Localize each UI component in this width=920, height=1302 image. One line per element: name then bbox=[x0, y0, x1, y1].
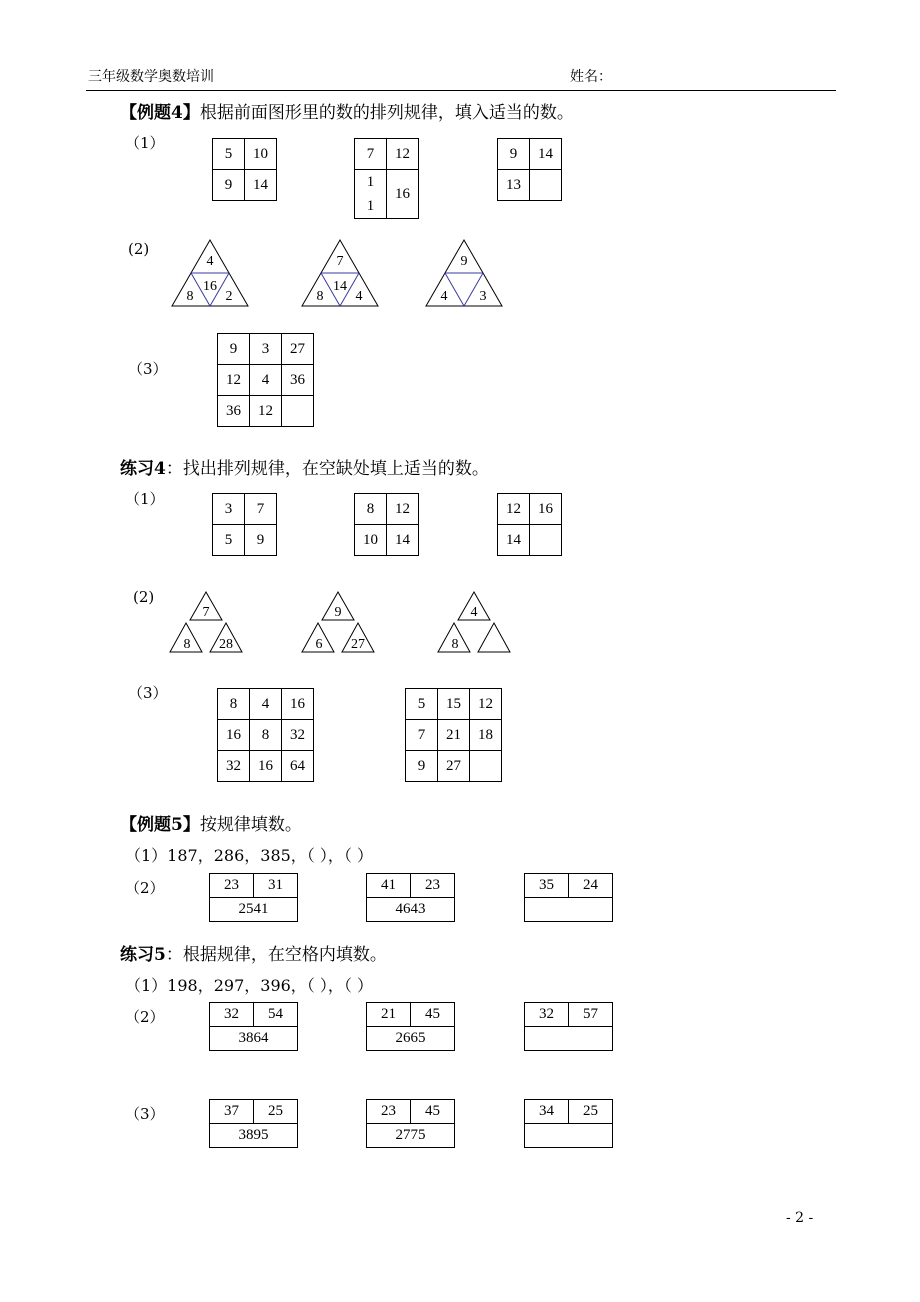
pr5-box-4 bbox=[209, 1099, 298, 1148]
triangle-top-number: 4 bbox=[206, 254, 214, 269]
ex4-triangle-1 bbox=[170, 238, 250, 308]
grid-cell: 9 bbox=[213, 170, 245, 201]
grid-cell: 27 bbox=[282, 334, 314, 365]
grid-cell: 7 bbox=[355, 139, 387, 170]
grid-cell: 5 bbox=[213, 139, 245, 170]
ex4-grid-2 bbox=[354, 138, 419, 219]
grid-cell: 4 bbox=[250, 689, 282, 720]
triangle-right-number: 4 bbox=[355, 289, 363, 304]
grid-cell: 5 bbox=[406, 689, 438, 720]
grid-cell: 8 bbox=[250, 720, 282, 751]
page-number: - 2 - bbox=[786, 1210, 814, 1226]
ex4-part2-label: (2) bbox=[128, 240, 150, 258]
ex4-grid-1 bbox=[212, 138, 277, 201]
ex4-grid-3 bbox=[497, 138, 562, 201]
triangle-left-number: 8 bbox=[186, 289, 194, 304]
grid-cell: 9 bbox=[406, 751, 438, 782]
pr5-part2-label: （2） bbox=[125, 1008, 165, 1026]
grid-cell: 18 bbox=[470, 720, 502, 751]
pr4-triangle-group-2 bbox=[300, 590, 380, 656]
box-top-right: 31 bbox=[254, 874, 298, 898]
ex4-triangle-3 bbox=[424, 238, 504, 308]
grid-cell bbox=[530, 170, 562, 201]
header-name-field: 姓名： bbox=[570, 69, 612, 85]
grid-cell: 14 bbox=[245, 170, 277, 201]
pr4-part2-label: (2) bbox=[133, 588, 155, 606]
triangle-right-number: 28 bbox=[219, 637, 233, 652]
box-result: 4643 bbox=[367, 898, 455, 922]
box-top-left: 34 bbox=[525, 1100, 569, 1124]
triangle-top-number: 9 bbox=[334, 605, 342, 620]
pr4-grid-1 bbox=[212, 493, 277, 556]
box-top-right: 25 bbox=[569, 1100, 613, 1124]
grid-cell: 32 bbox=[218, 751, 250, 782]
grid-cell: 16 bbox=[282, 689, 314, 720]
practice-5-title: 练习5：根据规律，在空格内填数。 bbox=[120, 945, 387, 965]
grid-cell bbox=[470, 751, 502, 782]
grid-cell: 15 bbox=[438, 689, 470, 720]
grid-cell: 12 bbox=[387, 494, 419, 525]
pr5-box-2 bbox=[366, 1002, 455, 1051]
box-top-right: 24 bbox=[569, 874, 613, 898]
grid-cell: 10 bbox=[355, 525, 387, 556]
box-top-left: 23 bbox=[210, 874, 254, 898]
pr4-grid-3x3-b bbox=[405, 688, 502, 782]
practice-4-title: 练习4：找出排列规律，在空缺处填上适当的数。 bbox=[120, 459, 489, 479]
grid-cell: 12 bbox=[218, 365, 250, 396]
box-top-right: 23 bbox=[411, 874, 455, 898]
box-top-right: 54 bbox=[254, 1003, 298, 1027]
pr4-grid-3 bbox=[497, 493, 562, 556]
grid-cell: 5 bbox=[213, 525, 245, 556]
triangle-left-number: 4 bbox=[440, 289, 448, 304]
box-result: 3895 bbox=[210, 1124, 298, 1148]
pr5-box-6 bbox=[524, 1099, 613, 1148]
grid-cell: 16 bbox=[218, 720, 250, 751]
pr5-box-1 bbox=[209, 1002, 298, 1051]
triangle-left-number: 8 bbox=[183, 637, 191, 652]
grid-cell: 8 bbox=[355, 494, 387, 525]
grid-cell: 14 bbox=[530, 139, 562, 170]
grid-cell: 16 bbox=[387, 170, 419, 219]
grid-cell: 21 bbox=[438, 720, 470, 751]
pr5-box-3 bbox=[524, 1002, 613, 1051]
grid-cell: 36 bbox=[218, 396, 250, 427]
triangle-top-number: 9 bbox=[460, 254, 468, 269]
grid-cell: 12 bbox=[387, 139, 419, 170]
grid-cell: 10 bbox=[245, 139, 277, 170]
grid-cell: 8 bbox=[218, 689, 250, 720]
box-top-left: 23 bbox=[367, 1100, 411, 1124]
grid-cell: 14 bbox=[387, 525, 419, 556]
grid-cell: 9 bbox=[218, 334, 250, 365]
triangle-right-number: 2 bbox=[225, 289, 233, 304]
grid-cell: 7 bbox=[245, 494, 277, 525]
box-result: 2541 bbox=[210, 898, 298, 922]
box-top-left: 37 bbox=[210, 1100, 254, 1124]
triangle-top-number: 4 bbox=[470, 605, 478, 620]
triangle-left-number: 6 bbox=[315, 637, 323, 652]
pr4-grid-3x3-a bbox=[217, 688, 314, 782]
box-result: 3864 bbox=[210, 1027, 298, 1051]
ex4-triangle-2 bbox=[300, 238, 380, 308]
ex4-part3-label: （3） bbox=[128, 360, 168, 378]
box-result: 2665 bbox=[367, 1027, 455, 1051]
box-top-right: 45 bbox=[411, 1003, 455, 1027]
grid-cell: 13 bbox=[498, 170, 530, 201]
grid-cell bbox=[530, 525, 562, 556]
box-top-left: 41 bbox=[367, 874, 411, 898]
box-result bbox=[525, 898, 613, 922]
ex5-box-3 bbox=[524, 873, 613, 922]
pr4-part3-label: （3） bbox=[128, 684, 168, 702]
grid-cell: 9 bbox=[498, 139, 530, 170]
box-result bbox=[525, 1124, 613, 1148]
triangle-center-number: 14 bbox=[333, 279, 347, 294]
grid-cell: 1 1 bbox=[355, 170, 387, 219]
pr4-grid-2 bbox=[354, 493, 419, 556]
grid-cell: 27 bbox=[438, 751, 470, 782]
grid-cell: 12 bbox=[470, 689, 502, 720]
box-top-left: 21 bbox=[367, 1003, 411, 1027]
example-5-title: 【例题5】按规律填数。 bbox=[120, 815, 302, 835]
pr4-part1-label: （1） bbox=[125, 490, 165, 508]
triangle-center-number: 16 bbox=[203, 279, 217, 294]
triangle-right-number: 3 bbox=[479, 289, 487, 304]
ex4-grid-3x3 bbox=[217, 333, 314, 427]
triangle-left-number: 8 bbox=[451, 637, 459, 652]
ex5-part2-label: （2） bbox=[125, 879, 165, 897]
header-rule bbox=[86, 90, 836, 91]
pr5-box-5 bbox=[366, 1099, 455, 1148]
box-top-left: 32 bbox=[525, 1003, 569, 1027]
pr5-part3-label: （3） bbox=[125, 1105, 165, 1123]
grid-cell: 14 bbox=[498, 525, 530, 556]
grid-cell: 9 bbox=[245, 525, 277, 556]
triangle-right-number: 27 bbox=[351, 637, 365, 652]
box-top-right: 57 bbox=[569, 1003, 613, 1027]
grid-cell: 3 bbox=[250, 334, 282, 365]
box-result bbox=[525, 1027, 613, 1051]
grid-cell: 4 bbox=[250, 365, 282, 396]
grid-cell: 12 bbox=[498, 494, 530, 525]
pr4-triangle-group-3 bbox=[436, 590, 516, 656]
triangle-top-number: 7 bbox=[336, 254, 344, 269]
ex5-box-2 bbox=[366, 873, 455, 922]
box-top-right: 25 bbox=[254, 1100, 298, 1124]
grid-cell: 16 bbox=[530, 494, 562, 525]
box-top-right: 45 bbox=[411, 1100, 455, 1124]
triangle-left-number: 8 bbox=[316, 289, 324, 304]
triangle-top-number: 7 bbox=[202, 605, 210, 620]
ex5-sequence: （1）187，286，385，（ ），（ ） bbox=[125, 846, 373, 865]
ex5-box-1 bbox=[209, 873, 298, 922]
grid-cell: 32 bbox=[282, 720, 314, 751]
box-top-left: 32 bbox=[210, 1003, 254, 1027]
grid-cell: 16 bbox=[250, 751, 282, 782]
header-title: 三年级数学奥数培训 bbox=[88, 69, 214, 85]
grid-cell bbox=[282, 396, 314, 427]
grid-cell: 12 bbox=[250, 396, 282, 427]
box-top-left: 35 bbox=[525, 874, 569, 898]
box-result: 2775 bbox=[367, 1124, 455, 1148]
grid-cell: 64 bbox=[282, 751, 314, 782]
grid-cell: 3 bbox=[213, 494, 245, 525]
example-4-title: 【例题4】根据前面图形里的数的排列规律，填入适当的数。 bbox=[120, 103, 574, 123]
grid-cell: 7 bbox=[406, 720, 438, 751]
pr5-sequence: （1）198，297，396，（ ），（ ） bbox=[125, 976, 373, 995]
grid-cell: 36 bbox=[282, 365, 314, 396]
pr4-triangle-group-1 bbox=[168, 590, 248, 656]
ex4-part1-label: （1） bbox=[125, 134, 165, 152]
